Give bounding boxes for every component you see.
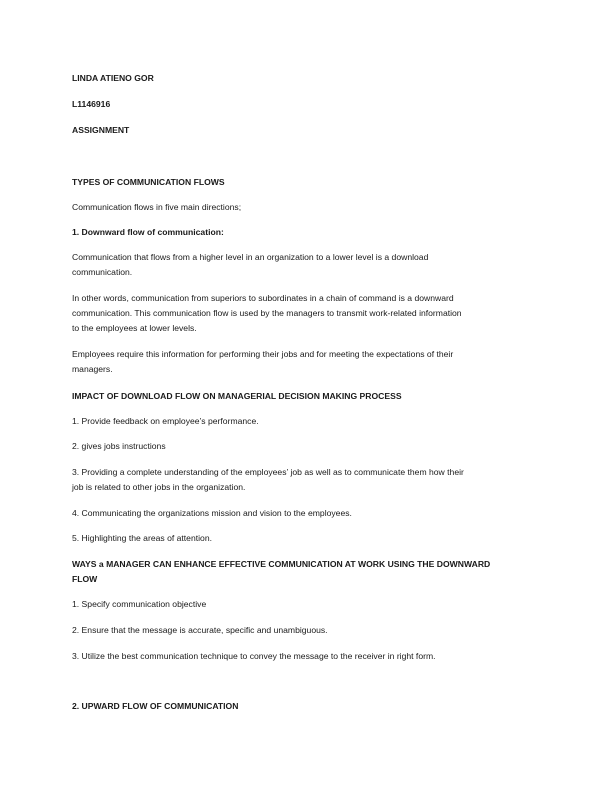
ways-heading-line2: FLOW <box>72 574 98 584</box>
impact-item-4: 4. Communicating the organizations mission and vision to the employees. <box>72 508 352 518</box>
intro-text: Communication flows in five main directions; <box>72 202 242 212</box>
author-name: LINDA ATIENO GOR <box>72 73 154 83</box>
ways-heading-line1: WAYS a MANAGER CAN ENHANCE EFFECTIVE COMMUNICATION AT WORK USING THE DOWNWARD <box>72 559 491 569</box>
impact-item-5: 5. Highlighting the areas of attention. <box>72 533 212 543</box>
student-id: L1146916 <box>72 99 111 109</box>
downward-para1-line2: communication. <box>72 267 133 277</box>
upward-heading: 2. UPWARD FLOW OF COMMUNICATION <box>72 701 239 711</box>
downward-para3-line1: Employees require this information for performing their jobs and for meeting the expectations of their <box>72 349 454 359</box>
impact-item-3-line2: job is related to other jobs in the organization. <box>72 482 246 492</box>
impact-item-2: 2. gives jobs instructions <box>72 441 166 451</box>
downward-heading: 1. Downward flow of communication: <box>72 227 224 237</box>
downward-para2-line1: In other words, communication from superiors to subordinates in a chain of command is a downward <box>72 293 454 303</box>
ways-item-2: 2. Ensure that the message is accurate, specific and unambiguous. <box>72 625 328 635</box>
impact-item-3-line1: 3. Providing a complete understanding of the employees’ job as well as to communicate them how their <box>72 467 464 477</box>
document-type: ASSIGNMENT <box>72 125 130 135</box>
downward-para2-line3: to the employees at lower levels. <box>72 323 197 333</box>
ways-item-3: 3. Utilize the best communication technique to convey the message to the receiver in right form. <box>72 651 436 661</box>
downward-para3-line2: managers. <box>72 364 113 374</box>
impact-heading: IMPACT OF DOWNLOAD FLOW ON MANAGERIAL DECISION MAKING PROCESS <box>72 391 402 401</box>
ways-item-1: 1. Specify communication objective <box>72 599 207 609</box>
impact-item-1: 1. Provide feedback on employee’s performance. <box>72 416 259 426</box>
section-title: TYPES OF COMMUNICATION FLOWS <box>72 177 225 187</box>
downward-para2-line2: communication. This communication flow is used by the managers to transmit work-related information <box>72 308 462 318</box>
downward-para1-line1: Communication that flows from a higher level in an organization to a lower level is a download <box>72 252 429 262</box>
